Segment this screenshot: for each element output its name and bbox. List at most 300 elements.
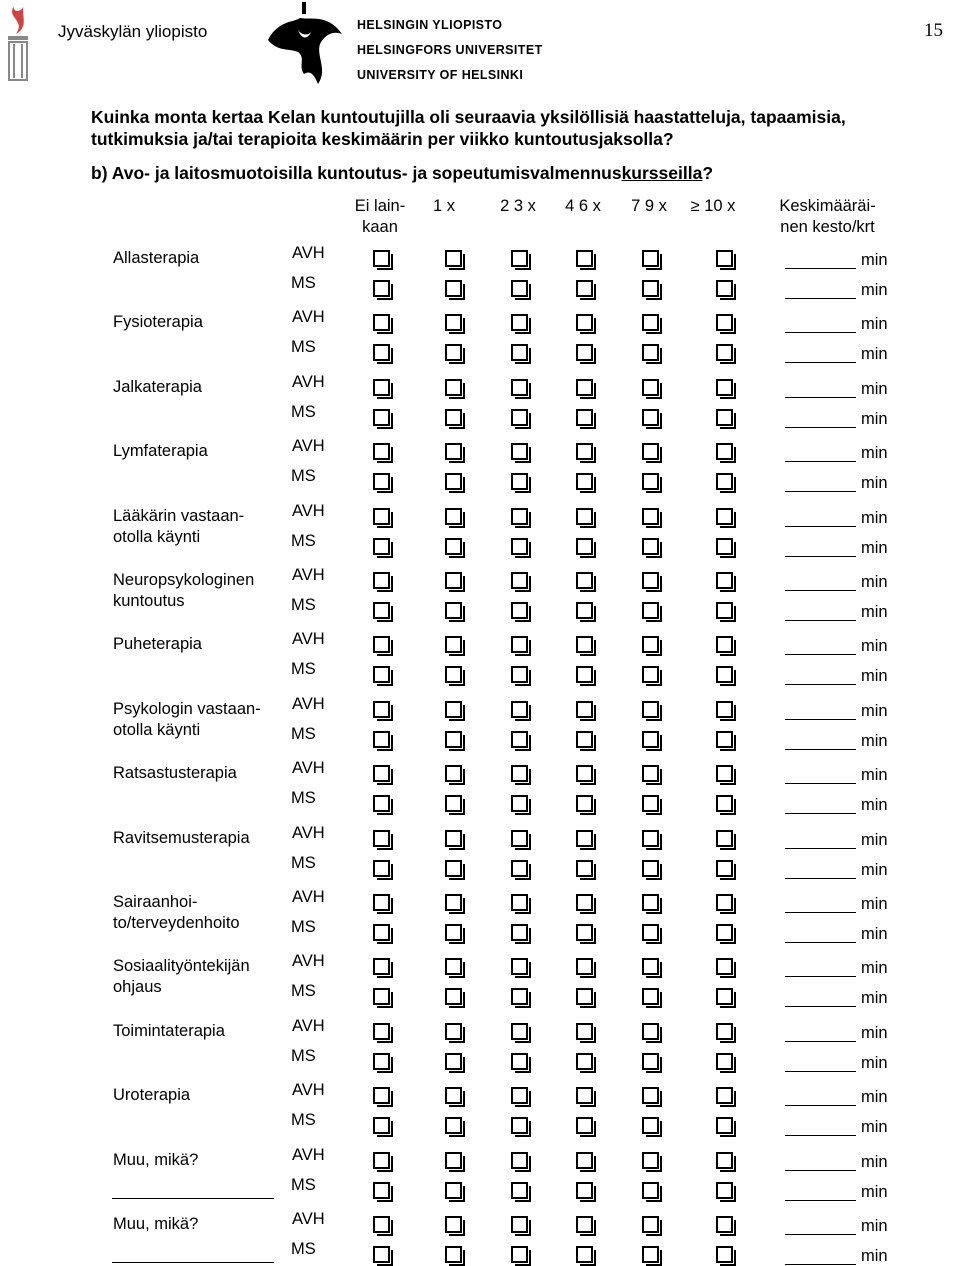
mode-label-ms: MS [291,596,316,614]
frequency-checkbox[interactable] [576,894,593,911]
frequency-checkbox[interactable] [716,795,733,812]
frequency-checkbox[interactable] [373,924,390,941]
mode-label-avh: AVH [292,501,325,520]
unit-label-min: min [861,925,888,943]
unit-label-min: min [861,989,888,1008]
frequency-checkbox[interactable] [716,1152,733,1169]
frequency-checkbox[interactable] [642,765,659,782]
frequency-checkbox[interactable] [576,795,593,812]
frequency-checkbox[interactable] [716,988,733,1005]
frequency-checkbox[interactable] [576,765,593,782]
duration-input-line[interactable] [785,813,856,814]
frequency-checkbox[interactable] [445,1117,462,1134]
frequency-checkbox[interactable] [511,344,528,361]
mode-label-ms: MS [291,789,316,808]
mode-label-ms: MS [291,1175,316,1194]
frequency-checkbox[interactable] [716,894,733,911]
frequency-checkbox[interactable] [511,1182,528,1199]
frequency-checkbox[interactable] [445,958,462,975]
frequency-checkbox[interactable] [716,1246,733,1263]
unit-label-min: min [861,474,888,493]
duration-input-line[interactable] [785,878,856,879]
frequency-checkbox[interactable] [576,988,593,1005]
duration-input-line[interactable] [785,397,856,398]
duration-input-line[interactable] [785,783,856,784]
frequency-checkbox[interactable] [716,1182,733,1199]
frequency-checkbox[interactable] [373,473,390,490]
frequency-checkbox[interactable] [716,1023,733,1040]
frequency-checkbox[interactable] [445,1246,462,1263]
col-header-average-duration [765,196,890,238]
frequency-checkbox[interactable] [445,924,462,941]
frequency-checkbox[interactable] [445,602,462,619]
frequency-checkbox[interactable] [642,795,659,812]
unit-label-min: min [861,345,888,364]
frequency-checkbox[interactable] [373,602,390,619]
therapy-label [113,699,261,741]
unit-label-min: min [861,1247,888,1265]
frequency-checkbox[interactable] [642,731,659,748]
frequency-checkbox[interactable] [716,602,733,619]
duration-input-line[interactable] [785,1135,856,1136]
frequency-checkbox[interactable] [373,250,390,267]
other-specify-line[interactable] [112,1262,274,1263]
duration-input-line[interactable] [785,654,856,655]
unit-label-min: min [861,1217,888,1235]
frequency-checkbox[interactable] [642,1152,659,1169]
frequency-checkbox[interactable] [373,379,390,396]
frequency-checkbox[interactable] [642,538,659,555]
frequency-checkbox[interactable] [716,830,733,847]
frequency-checkbox[interactable] [576,701,593,718]
frequency-checkbox[interactable] [445,988,462,1005]
frequency-checkbox[interactable] [576,538,593,555]
frequency-checkbox[interactable] [373,731,390,748]
frequency-checkbox[interactable] [511,636,528,653]
mode-label-avh: AVH [292,1081,325,1100]
duration-input-line[interactable] [785,620,856,621]
frequency-checkbox[interactable] [511,379,528,396]
frequency-checkbox[interactable] [576,508,593,525]
frequency-checkbox[interactable] [373,988,390,1005]
frequency-checkbox[interactable] [716,666,733,683]
frequency-checkbox[interactable] [373,795,390,812]
frequency-checkbox[interactable] [511,958,528,975]
duration-input-line[interactable] [785,912,856,913]
frequency-checkbox[interactable] [642,636,659,653]
frequency-checkbox[interactable] [642,701,659,718]
frequency-checkbox[interactable] [576,1152,593,1169]
col-header-7-9x: 7 9 x [631,197,667,215]
frequency-checkbox[interactable] [576,572,593,589]
frequency-checkbox[interactable] [373,344,390,361]
therapy-label-line1: Uroterapia [113,1086,191,1105]
frequency-checkbox[interactable] [445,572,462,589]
therapy-label-line1: Lymfaterapia [113,442,208,461]
duration-input-line[interactable] [785,332,856,333]
unit-label-min: min [861,701,888,720]
unit-label-min: min [861,860,888,879]
university-name: Jyväskylän yliopisto [58,22,208,41]
duration-input-line[interactable] [785,684,856,685]
frequency-checkbox[interactable] [445,795,462,812]
frequency-checkbox[interactable] [373,894,390,911]
frequency-checkbox[interactable] [576,958,593,975]
question-line-2: tutkimuksia ja/tai terapioita keskimäärin per viikko kuntoutusjaksolla? [91,129,674,149]
frequency-checkbox[interactable] [373,1053,390,1070]
frequency-checkbox[interactable] [642,1182,659,1199]
duration-input-line[interactable] [785,1006,856,1007]
unit-label-min: min [861,1182,888,1201]
frequency-checkbox[interactable] [642,443,659,460]
frequency-checkbox[interactable] [511,473,528,490]
frequency-checkbox[interactable] [445,666,462,683]
frequency-checkbox[interactable] [716,473,733,490]
unit-label-min: min [861,637,888,656]
mode-label-ms: MS [291,918,316,936]
frequency-checkbox[interactable] [373,1152,390,1169]
frequency-checkbox[interactable] [716,280,733,297]
frequency-checkbox[interactable] [373,443,390,460]
frequency-checkbox[interactable] [511,701,528,718]
therapy-label-line2: otolla käynti [113,527,201,546]
frequency-checkbox[interactable] [642,924,659,941]
duration-input-line[interactable] [785,749,856,750]
frequency-checkbox[interactable] [445,344,462,361]
frequency-checkbox[interactable] [511,572,528,589]
frequency-checkbox[interactable] [445,1152,462,1169]
frequency-checkbox[interactable] [373,765,390,782]
frequency-checkbox[interactable] [716,958,733,975]
duration-input-line[interactable] [785,1041,856,1042]
mode-label-ms: MS [291,274,316,292]
frequency-checkbox[interactable] [511,508,528,525]
frequency-checkbox[interactable] [511,894,528,911]
duration-input-line[interactable] [785,268,856,269]
frequency-checkbox[interactable] [642,1087,659,1104]
frequency-checkbox[interactable] [373,572,390,589]
col-header-4-6x: 4 6 x [565,197,601,215]
question-text [91,106,951,150]
frequency-checkbox[interactable] [445,1023,462,1040]
col-header-2-3x: 2 3 x [500,197,536,215]
frequency-checkbox[interactable] [511,409,528,426]
frequency-checkbox[interactable] [576,830,593,847]
duration-input-line[interactable] [785,1071,856,1072]
frequency-checkbox[interactable] [445,894,462,911]
frequency-checkbox[interactable] [511,1216,528,1233]
frequency-checkbox[interactable] [642,473,659,490]
frequency-checkbox[interactable] [716,731,733,748]
frequency-checkbox[interactable] [716,409,733,426]
frequency-checkbox[interactable] [511,795,528,812]
frequency-checkbox[interactable] [511,860,528,877]
duration-input-line[interactable] [785,491,856,492]
frequency-checkbox[interactable] [642,409,659,426]
frequency-checkbox[interactable] [576,860,593,877]
duration-input-line[interactable] [785,298,856,299]
frequency-checkbox[interactable] [373,860,390,877]
frequency-checkbox[interactable] [511,1117,528,1134]
unit-label-min: min [861,766,888,785]
therapy-label [113,828,250,849]
therapy-label [113,377,202,398]
frequency-checkbox[interactable] [511,250,528,267]
frequency-checkbox[interactable] [716,1117,733,1134]
duration-input-line[interactable] [785,848,856,849]
mode-label-ms: MS [291,467,316,486]
duration-input-line[interactable] [785,1264,856,1265]
frequency-checkbox[interactable] [373,409,390,426]
frequency-checkbox[interactable] [716,1053,733,1070]
frequency-checkbox[interactable] [716,924,733,941]
frequency-checkbox[interactable] [576,1182,593,1199]
frequency-checkbox[interactable] [716,538,733,555]
frequency-checkbox[interactable] [373,830,390,847]
frequency-checkbox[interactable] [576,344,593,361]
therapy-label-line2: ohjaus [113,978,162,997]
therapy-label-line1: Sosiaalityöntekijän [113,957,250,976]
therapy-label-line1: Psykologin vastaan- [113,699,261,718]
frequency-checkbox[interactable] [642,1216,659,1233]
unit-label-min: min [861,830,888,849]
frequency-checkbox[interactable] [373,1117,390,1134]
frequency-checkbox[interactable] [576,1053,593,1070]
therapy-label-line1: Fysioterapia [113,313,203,332]
frequency-checkbox[interactable] [445,731,462,748]
therapy-label-line1: Allasterapia [113,249,200,267]
frequency-checkbox[interactable] [576,1087,593,1104]
frequency-checkbox[interactable] [373,538,390,555]
therapy-label [113,956,250,998]
frequency-checkbox[interactable] [642,1023,659,1040]
frequency-checkbox[interactable] [716,1216,733,1233]
frequency-checkbox[interactable] [445,1053,462,1070]
frequency-checkbox[interactable] [445,860,462,877]
frequency-checkbox[interactable] [576,409,593,426]
frequency-checkbox[interactable] [511,1053,528,1070]
duration-input-line[interactable] [785,1200,856,1201]
frequency-checkbox[interactable] [511,1023,528,1040]
frequency-checkbox[interactable] [576,443,593,460]
frequency-checkbox[interactable] [373,958,390,975]
frequency-checkbox[interactable] [373,1182,390,1199]
frequency-checkbox[interactable] [716,636,733,653]
frequency-checkbox[interactable] [576,379,593,396]
frequency-checkbox[interactable] [576,924,593,941]
frequency-checkbox[interactable] [511,765,528,782]
frequency-checkbox[interactable] [716,314,733,331]
frequency-checkbox[interactable] [511,538,528,555]
frequency-checkbox[interactable] [511,924,528,941]
unit-label-min: min [861,1088,888,1107]
frequency-checkbox[interactable] [511,443,528,460]
unit-label-min: min [861,1053,888,1072]
duration-input-line[interactable] [785,1105,856,1106]
uh-line-1: HELSINGIN YLIOPISTO [357,18,503,32]
frequency-checkbox[interactable] [642,1053,659,1070]
therapy-label-line1: Neuropsykologinen [113,571,255,589]
therapy-label [113,312,203,333]
duration-input-line[interactable] [785,526,856,527]
unit-label-min: min [861,251,888,269]
frequency-checkbox[interactable] [373,1216,390,1233]
frequency-checkbox[interactable] [445,701,462,718]
unit-label-min: min [861,731,888,750]
frequency-checkbox[interactable] [642,344,659,361]
frequency-checkbox[interactable] [373,636,390,653]
unit-label-min: min [861,1023,888,1042]
therapy-label [113,892,240,934]
frequency-checkbox[interactable] [576,731,593,748]
frequency-checkbox[interactable] [445,314,462,331]
frequency-checkbox[interactable] [511,314,528,331]
therapy-label-line1: Muu, mikä? [113,1215,199,1233]
frequency-checkbox[interactable] [576,1117,593,1134]
frequency-checkbox[interactable] [373,280,390,297]
frequency-checkbox[interactable] [445,473,462,490]
frequency-checkbox[interactable] [642,508,659,525]
therapy-label-line1: Sairaanhoi- [113,893,198,911]
mode-label-avh: AVH [292,952,325,971]
frequency-checkbox[interactable] [716,701,733,718]
duration-input-line[interactable] [785,427,856,428]
therapy-label [113,570,254,612]
mode-label-ms: MS [291,1111,316,1130]
unit-label-min: min [861,603,888,621]
frequency-checkbox[interactable] [716,344,733,361]
frequency-checkbox[interactable] [373,1023,390,1040]
frequency-checkbox[interactable] [445,280,462,297]
frequency-checkbox[interactable] [576,473,593,490]
frequency-checkbox[interactable] [642,666,659,683]
frequency-checkbox[interactable] [445,830,462,847]
frequency-checkbox[interactable] [511,1152,528,1169]
frequency-checkbox[interactable] [642,830,659,847]
therapy-label-line1: Muu, mikä? [113,1150,199,1169]
duration-input-line[interactable] [785,1170,856,1171]
frequency-checkbox[interactable] [642,894,659,911]
frequency-checkbox[interactable] [445,379,462,396]
frequency-checkbox[interactable] [716,379,733,396]
uh-line-3: UNIVERSITY OF HELSINKI [357,68,524,82]
mode-label-ms: MS [291,1046,316,1065]
frequency-checkbox[interactable] [511,988,528,1005]
frequency-checkbox[interactable] [576,666,593,683]
mode-label-avh: AVH [292,1016,325,1035]
helsinki-flame-logo-icon [258,0,348,88]
jyu-torch-logo-icon [0,0,40,84]
frequency-checkbox[interactable] [445,636,462,653]
frequency-checkbox[interactable] [642,572,659,589]
unit-label-min: min [861,667,888,686]
col-header-never-line1: Ei lain- [354,197,406,215]
frequency-checkbox[interactable] [642,988,659,1005]
duration-input-line[interactable] [785,1234,856,1235]
frequency-checkbox[interactable] [716,508,733,525]
frequency-checkbox[interactable] [511,731,528,748]
mode-label-avh: AVH [292,1210,325,1228]
unit-label-min: min [861,379,888,398]
therapy-label-line1: Lääkärin vastaan- [113,506,245,525]
other-specify-line[interactable] [112,1198,274,1199]
therapy-label-line1: Jalkaterapia [113,377,202,396]
frequency-checkbox[interactable] [445,765,462,782]
frequency-checkbox[interactable] [511,666,528,683]
frequency-checkbox[interactable] [716,443,733,460]
frequency-checkbox[interactable] [445,508,462,525]
frequency-checkbox[interactable] [511,830,528,847]
frequency-checkbox[interactable] [511,602,528,619]
frequency-checkbox[interactable] [642,379,659,396]
duration-input-line[interactable] [785,362,856,363]
frequency-checkbox[interactable] [445,1087,462,1104]
frequency-checkbox[interactable] [576,636,593,653]
frequency-checkbox[interactable] [576,1246,593,1263]
frequency-checkbox[interactable] [576,602,593,619]
frequency-checkbox[interactable] [576,314,593,331]
frequency-checkbox[interactable] [373,1246,390,1263]
frequency-checkbox[interactable] [716,765,733,782]
frequency-checkbox[interactable] [716,1087,733,1104]
frequency-checkbox[interactable] [511,1246,528,1263]
frequency-checkbox[interactable] [576,1216,593,1233]
frequency-checkbox[interactable] [445,443,462,460]
frequency-checkbox[interactable] [642,958,659,975]
duration-input-line[interactable] [785,590,856,591]
frequency-checkbox[interactable] [716,250,733,267]
frequency-checkbox[interactable] [445,538,462,555]
mode-label-avh: AVH [292,308,325,327]
mode-label-ms: MS [291,853,316,872]
mode-label-avh: AVH [292,372,325,391]
frequency-checkbox[interactable] [716,572,733,589]
frequency-checkbox[interactable] [642,280,659,297]
helsinki-logo-text [357,13,543,88]
therapy-label [113,1150,198,1171]
frequency-checkbox[interactable] [642,860,659,877]
frequency-checkbox[interactable] [445,1216,462,1233]
frequency-checkbox[interactable] [445,1182,462,1199]
frequency-checkbox[interactable] [373,666,390,683]
duration-input-line[interactable] [785,556,856,557]
frequency-checkbox[interactable] [642,602,659,619]
frequency-checkbox[interactable] [642,1117,659,1134]
frequency-checkbox[interactable] [511,1087,528,1104]
frequency-checkbox[interactable] [642,1246,659,1263]
frequency-checkbox[interactable] [373,701,390,718]
question-sub-pre: b) Avo- ja laitosmuotoisilla kuntoutus- ja sopeutumisvalmennus [91,163,622,183]
duration-input-line[interactable] [785,719,856,720]
therapy-label [113,1021,225,1042]
frequency-checkbox[interactable] [642,314,659,331]
unit-label-min: min [861,538,888,557]
frequency-checkbox[interactable] [445,409,462,426]
frequency-checkbox[interactable] [576,1023,593,1040]
frequency-checkbox[interactable] [373,314,390,331]
frequency-checkbox[interactable] [716,860,733,877]
frequency-checkbox[interactable] [445,250,462,267]
frequency-checkbox[interactable] [576,280,593,297]
duration-input-line[interactable] [785,942,856,943]
frequency-checkbox[interactable] [642,250,659,267]
frequency-checkbox[interactable] [373,508,390,525]
frequency-checkbox[interactable] [373,1087,390,1104]
frequency-checkbox[interactable] [576,250,593,267]
duration-input-line[interactable] [785,976,856,977]
frequency-checkbox[interactable] [511,280,528,297]
duration-input-line[interactable] [785,461,856,462]
